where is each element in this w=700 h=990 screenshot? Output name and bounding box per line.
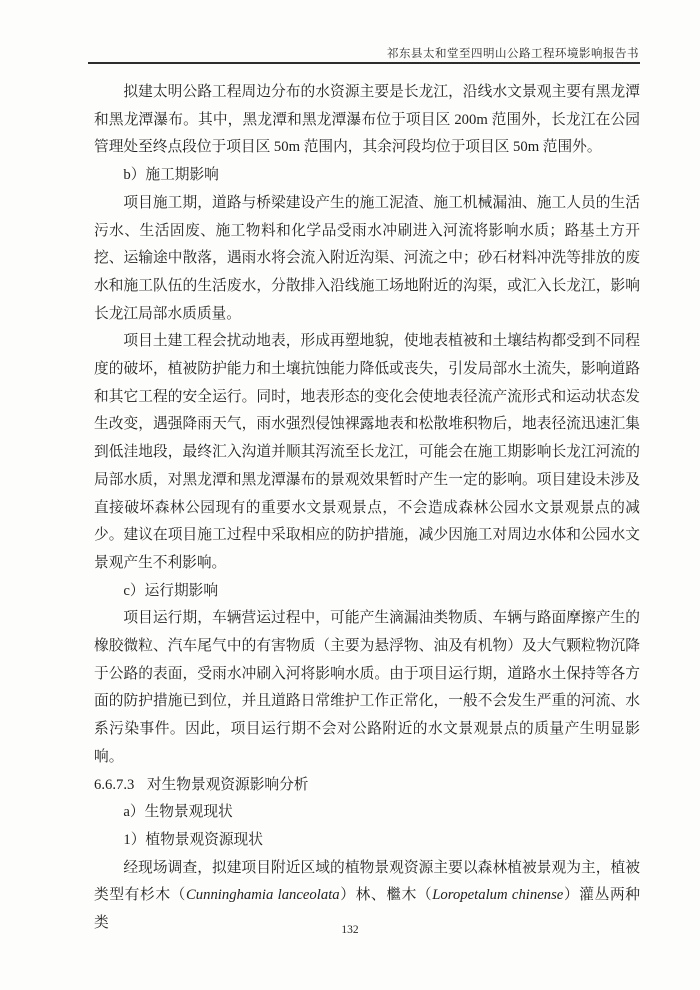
paragraph-operation-pollution: 项目运行期，车辆营运过程中，可能产生滴漏油类物质、车辆与路面摩擦产生的橡胶微粒、汽车尾气中的有害物质（主要为悬浮物、油及有机物）及大气颗粒物沉降于公路的表面，受雨水冲刷入河将影响水质。由于项目运行期，道路水土保持等各方面的防护措施已到位，并且道路日常维护工作正常化，一般不会发生严重的河流、水系污染事件。因此，项目运行期不会对公路附近的水文景观景点的质量产生明显影响。 (94, 610, 640, 765)
latin-name-cunninghamia: Cunninghamia lanceolata (185, 887, 340, 904)
page-number: 132 (341, 924, 359, 936)
heading-operation-period-impact: c）运行期影响 (123, 582, 219, 599)
document-body (94, 79, 640, 938)
section-title: 对生物景观资源影响分析 (146, 776, 309, 793)
header-divider (88, 62, 640, 64)
section-heading-6-6-7-3 (94, 772, 640, 800)
heading-construction-period-impact: b）施工期影响 (123, 167, 219, 184)
heading-plant-landscape-status: 1）植物景观资源现状 (123, 831, 263, 848)
paragraph-earthwork-disturbance: 项目土建工程会扰动地表，形成再塑地貌，使地表植被和土壤结构都受到不同程度的破坏，植被防护能力和土壤抗蚀能力降低或丧失，引发局部水土流失，影响道路和其它工程的安全运行。同时，地表形态的变化会使地表径流产流形式和运动状态发生改变，遇强降雨天气，雨水强烈侵蚀裸露地表和松散堆积物后，地表径流迅速汇集到低洼地段，最终汇入沟道并顺其泻流至长龙江，可能会在施工期影响长龙江河流的局部水质，对黑龙潭和黑龙潭瀑布的景观效果暂时产生一定的影响。项目建设未涉及直接破坏森林公园现有的重要水文景观景点，不会造成森林公园水文景观景点的减少。建议在项目施工过程中采取相应的防护措施，减少因施工对周边水体和公园水文景观产生不利影响。 (94, 333, 640, 571)
heading-biological-landscape-status: a）生物景观现状 (123, 804, 233, 821)
vegetation-text-segment: 经现场调查，拟建项目附近区域的植物景观资源主要以森林植被景观为主，植被类型有杉木（ (94, 859, 640, 904)
latin-name-loropetalum: Loropetalum chinense (432, 887, 564, 904)
page-footer (0, 924, 700, 936)
section-number: 6.6.7.3 (94, 776, 135, 793)
paragraph-construction-wastewater: 项目施工期，道路与桥梁建设产生的施工泥渣、施工机械漏油、施工人员的生活污水、生活固废、施工物料和化学品受雨水冲刷进入河流将影响水质；路基土方开挖、运输途中散落，遇雨水将会流入附近沟渠、河流之中；砂石材料冲洗等排放的废水和施工队伍的生活废水，分散排入沿线施工场地附近的沟渠，或汇入长龙江，影响长龙江局部水质质量。 (94, 194, 640, 322)
vegetation-text-segment: ）林、檵木（ (339, 887, 433, 904)
paragraph-water-resources-overview: 拟建太明公路工程周边分布的水资源主要是长龙江，沿线水文景观主要有黑龙潭和黑龙潭瀑布。其中，黑龙潭和黑龙潭瀑布位于项目区 200m 范围外，长龙江在公园管理处至终点段位于项目区 50m 范围内，其余河段均位于项目区 50m 范围外。 (94, 84, 640, 156)
running-header-title: 祁东县太和堂至四明山公路工程环境影响报告书 (387, 48, 639, 60)
vegetation-text-segment: ）灌丛两种类 (94, 887, 640, 932)
